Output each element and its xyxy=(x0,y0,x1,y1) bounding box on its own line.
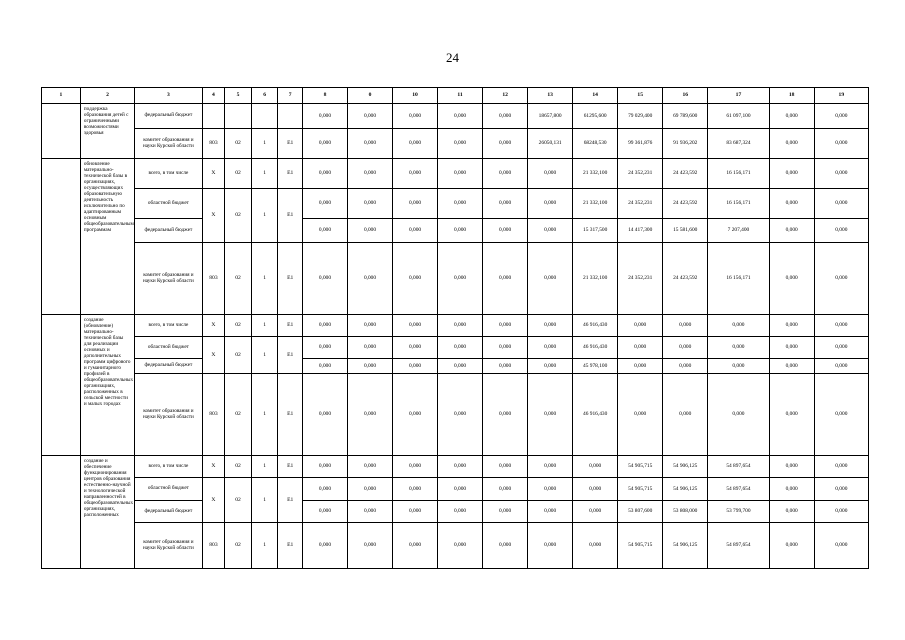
value-col-18: 0,000 xyxy=(769,159,814,189)
code-c6: 1 xyxy=(251,243,278,315)
value-col-11: 0,000 xyxy=(438,523,483,569)
value-col-11: 0,000 xyxy=(438,129,483,159)
value-col-10: 0,000 xyxy=(393,501,438,523)
value-col-13: 0,000 xyxy=(528,337,573,359)
value-col-10: 0,000 xyxy=(393,219,438,243)
value-col-18: 0,000 xyxy=(769,456,814,478)
budget-table xyxy=(41,87,869,569)
value-col-14: 21 332,100 xyxy=(573,189,618,219)
value-col-16: 24 423,592 xyxy=(663,159,708,189)
value-col-16: 69 789,600 xyxy=(663,104,708,129)
value-col-16: 53 808,000 xyxy=(663,501,708,523)
value-col-16: 54 906,125 xyxy=(663,456,708,478)
code-c4: Х xyxy=(202,315,225,337)
value-col-9: 0,000 xyxy=(348,315,393,337)
value-col-11: 0,000 xyxy=(438,104,483,129)
header-cell-13: 13 xyxy=(528,88,573,104)
value-col-17: 16 156,171 xyxy=(708,189,769,219)
value-col-15: 0,000 xyxy=(618,337,663,359)
value-col-11: 0,000 xyxy=(438,456,483,478)
value-col-17: 16 156,171 xyxy=(708,243,769,315)
value-col-14: 0,000 xyxy=(573,501,618,523)
code-c5: 02 xyxy=(225,315,252,337)
code-c5: 02 xyxy=(225,456,252,478)
value-col-19: 0,000 xyxy=(814,478,868,501)
value-col-18: 0,000 xyxy=(769,523,814,569)
value-col-12: 0,000 xyxy=(483,219,528,243)
value-col-19: 0,000 xyxy=(814,129,868,159)
value-col-10: 0,000 xyxy=(393,243,438,315)
value-col-19: 0,000 xyxy=(814,374,868,456)
code-c7: Е1 xyxy=(278,374,303,456)
funding-source: всего, в том числе xyxy=(135,456,203,478)
measure-description: поддержка образования детей с ограниченными возможностями здоровья xyxy=(80,104,134,159)
value-col-16: 24 423,592 xyxy=(663,189,708,219)
value-col-15: 0,000 xyxy=(618,315,663,337)
value-col-9: 0,000 xyxy=(348,456,393,478)
value-col-15: 54 905,715 xyxy=(618,523,663,569)
code-c6: 1 xyxy=(251,456,278,478)
value-col-12: 0,000 xyxy=(483,159,528,189)
value-col-15: 24 352,231 xyxy=(618,159,663,189)
header-cell-9: 0 xyxy=(348,88,393,104)
value-col-19: 0,000 xyxy=(814,315,868,337)
header-cell-10: 10 xyxy=(393,88,438,104)
value-col-12: 0,000 xyxy=(483,243,528,315)
code-c7: Е1 xyxy=(278,129,303,159)
code-c6: 1 xyxy=(251,374,278,456)
code-c4: 803 xyxy=(202,129,225,159)
code-c5: 02 xyxy=(225,189,252,243)
value-col-17: 0,000 xyxy=(708,315,769,337)
code-c5: 02 xyxy=(225,243,252,315)
funding-source: федеральный бюджет xyxy=(135,104,203,129)
value-col-14: 15 317,500 xyxy=(573,219,618,243)
value-col-14: 46 916,430 xyxy=(573,337,618,359)
cell-col1 xyxy=(42,159,81,315)
value-col-19: 0,000 xyxy=(814,337,868,359)
value-col-9: 0,000 xyxy=(348,189,393,219)
code-c6: 1 xyxy=(251,337,278,374)
code-c4: Х xyxy=(202,337,225,374)
header-cell-17: 17 xyxy=(708,88,769,104)
code-c6: 1 xyxy=(251,523,278,569)
value-col-13: 0,000 xyxy=(528,219,573,243)
value-col-15: 14 417,300 xyxy=(618,219,663,243)
value-col-16: 91 936,202 xyxy=(663,129,708,159)
funding-source: комитет образования и науки Курской области xyxy=(135,523,203,569)
value-col-15: 53 807,600 xyxy=(618,501,663,523)
value-col-9: 0,000 xyxy=(348,243,393,315)
value-col-14: 21 332,100 xyxy=(573,159,618,189)
code-c6 xyxy=(251,104,278,129)
value-col-10: 0,000 xyxy=(393,523,438,569)
value-col-13: 0,000 xyxy=(528,478,573,501)
table-row xyxy=(42,501,869,523)
value-col-11: 0,000 xyxy=(438,337,483,359)
header-cell-16: 16 xyxy=(663,88,708,104)
funding-source: комитет образования и науки Курской области xyxy=(135,243,203,315)
funding-source: федеральный бюджет xyxy=(135,359,203,374)
value-col-16: 0,000 xyxy=(663,359,708,374)
code-c7: Е1 xyxy=(278,523,303,569)
table-row xyxy=(42,478,869,501)
value-col-11: 0,000 xyxy=(438,478,483,501)
value-col-10: 0,000 xyxy=(393,374,438,456)
table-row xyxy=(42,243,869,315)
code-c4: 803 xyxy=(202,243,225,315)
table-row xyxy=(42,359,869,374)
value-col-18: 0,000 xyxy=(769,104,814,129)
value-col-19: 0,000 xyxy=(814,159,868,189)
value-col-16: 0,000 xyxy=(663,374,708,456)
value-col-11: 0,000 xyxy=(438,159,483,189)
code-c5 xyxy=(225,104,252,129)
funding-source: федеральный бюджет xyxy=(135,501,203,523)
value-col-12: 0,000 xyxy=(483,501,528,523)
funding-source: комитет образования и науки Курской области xyxy=(135,129,203,159)
value-col-9: 0,000 xyxy=(348,478,393,501)
value-col-10: 0,000 xyxy=(393,478,438,501)
header-cell-12: 12 xyxy=(483,88,528,104)
value-col-18: 0,000 xyxy=(769,189,814,219)
code-c6: 1 xyxy=(251,189,278,243)
table-row xyxy=(42,337,869,359)
value-col-16: 24 423,592 xyxy=(663,243,708,315)
value-col-15: 0,000 xyxy=(618,359,663,374)
code-c5: 02 xyxy=(225,523,252,569)
value-col-14: 61295,600 xyxy=(573,104,618,129)
value-col-15: 99 361,876 xyxy=(618,129,663,159)
funding-source: областной бюджет xyxy=(135,189,203,219)
table-row xyxy=(42,523,869,569)
value-col-19: 0,000 xyxy=(814,104,868,129)
code-c6: 1 xyxy=(251,159,278,189)
header-cell-3: 3 xyxy=(135,88,203,104)
measure-description: создание и обеспечение функционирования центров образования естественно-научной и технологической направленностей в общеобразовательных организациях, расположенных xyxy=(80,456,134,569)
value-col-15: 24 352,231 xyxy=(618,243,663,315)
value-col-11: 0,000 xyxy=(438,501,483,523)
value-col-18: 0,000 xyxy=(769,219,814,243)
funding-source: комитет образования и науки Курской области xyxy=(135,374,203,456)
value-col-8: 0,000 xyxy=(302,456,347,478)
code-c5: 02 xyxy=(225,129,252,159)
value-col-10: 0,000 xyxy=(393,159,438,189)
value-col-8: 0,000 xyxy=(302,243,347,315)
value-col-11: 0,000 xyxy=(438,359,483,374)
value-col-18: 0,000 xyxy=(769,243,814,315)
value-col-17: 16 156,171 xyxy=(708,159,769,189)
cell-col1 xyxy=(42,456,81,569)
value-col-16: 15 581,600 xyxy=(663,219,708,243)
value-col-18: 0,000 xyxy=(769,359,814,374)
value-col-9: 0,000 xyxy=(348,374,393,456)
value-col-16: 54 906,125 xyxy=(663,523,708,569)
code-c5: 02 xyxy=(225,159,252,189)
funding-source: областной бюджет xyxy=(135,337,203,359)
code-c4: Х xyxy=(202,159,225,189)
code-c6: 1 xyxy=(251,315,278,337)
code-c4: 803 xyxy=(202,523,225,569)
value-col-12: 0,000 xyxy=(483,337,528,359)
value-col-17: 61 097,100 xyxy=(708,104,769,129)
value-col-13: 18657,800 xyxy=(528,104,573,129)
value-col-13: 0,000 xyxy=(528,189,573,219)
value-col-18: 0,000 xyxy=(769,501,814,523)
table-row xyxy=(42,159,869,189)
measure-description: создание (обновление) материально-технической базы для реализации основных и дополнительных программ цифрового и гуманитарного профилей в общеобразовательных организациях, расположенных в сельской местности и малых городах xyxy=(80,315,134,456)
value-col-8: 0,000 xyxy=(302,315,347,337)
header-cell-2: 2 xyxy=(80,88,134,104)
value-col-17: 0,000 xyxy=(708,359,769,374)
code-c4: Х xyxy=(202,189,225,243)
value-col-12: 0,000 xyxy=(483,523,528,569)
value-col-13: 0,000 xyxy=(528,456,573,478)
table-row xyxy=(42,219,869,243)
value-col-14: 68248,530 xyxy=(573,129,618,159)
cell-col1 xyxy=(42,104,81,159)
value-col-17: 7 207,400 xyxy=(708,219,769,243)
value-col-8: 0,000 xyxy=(302,478,347,501)
value-col-15: 54 905,715 xyxy=(618,456,663,478)
value-col-15: 0,000 xyxy=(618,374,663,456)
value-col-13: 0,000 xyxy=(528,159,573,189)
value-col-9: 0,000 xyxy=(348,501,393,523)
code-c6: 1 xyxy=(251,478,278,523)
value-col-17: 54 897,654 xyxy=(708,523,769,569)
value-col-19: 0,000 xyxy=(814,523,868,569)
value-col-14: 45 978,100 xyxy=(573,359,618,374)
value-col-12: 0,000 xyxy=(483,478,528,501)
measure-description: обновление материально-технической базы в организациях, осуществляющих образовательную деятельность исключительно по адаптированным основным общеобразовательным программам xyxy=(80,159,134,315)
value-col-17: 83 687,324 xyxy=(708,129,769,159)
value-col-18: 0,000 xyxy=(769,374,814,456)
value-col-8: 0,000 xyxy=(302,523,347,569)
value-col-19: 0,000 xyxy=(814,501,868,523)
value-col-13: 26050,131 xyxy=(528,129,573,159)
value-col-8: 0,000 xyxy=(302,501,347,523)
value-col-8: 0,000 xyxy=(302,129,347,159)
header-cell-4: 4 xyxy=(202,88,225,104)
value-col-10: 0,000 xyxy=(393,189,438,219)
code-c4: Х xyxy=(202,478,225,523)
value-col-16: 54 906,125 xyxy=(663,478,708,501)
table-row xyxy=(42,374,869,456)
value-col-12: 0,000 xyxy=(483,359,528,374)
funding-source: всего, в том числе xyxy=(135,159,203,189)
value-col-11: 0,000 xyxy=(438,219,483,243)
table-row xyxy=(42,189,869,219)
page-number: 24 xyxy=(446,50,459,65)
table-row xyxy=(42,456,869,478)
value-col-11: 0,000 xyxy=(438,315,483,337)
value-col-13: 0,000 xyxy=(528,315,573,337)
value-col-18: 0,000 xyxy=(769,129,814,159)
value-col-9: 0,000 xyxy=(348,337,393,359)
value-col-9: 0,000 xyxy=(348,219,393,243)
value-col-10: 0,000 xyxy=(393,359,438,374)
value-col-8: 0,000 xyxy=(302,159,347,189)
funding-source: всего, в том числе xyxy=(135,315,203,337)
value-col-8: 0,000 xyxy=(302,219,347,243)
code-c7: Е1 xyxy=(278,243,303,315)
table-row xyxy=(42,129,869,159)
value-col-16: 0,000 xyxy=(663,315,708,337)
table-row xyxy=(42,315,869,337)
value-col-19: 0,000 xyxy=(814,219,868,243)
value-col-13: 0,000 xyxy=(528,523,573,569)
value-col-12: 0,000 xyxy=(483,129,528,159)
value-col-14: 21 332,100 xyxy=(573,243,618,315)
code-c7: Е1 xyxy=(278,337,303,374)
value-col-17: 0,000 xyxy=(708,337,769,359)
value-col-13: 0,000 xyxy=(528,243,573,315)
value-col-19: 0,000 xyxy=(814,189,868,219)
cell-col1 xyxy=(42,315,81,456)
value-col-16: 0,000 xyxy=(663,337,708,359)
value-col-9: 0,000 xyxy=(348,359,393,374)
value-col-8: 0,000 xyxy=(302,374,347,456)
code-c6: 1 xyxy=(251,129,278,159)
header-cell-15: 15 xyxy=(618,88,663,104)
header-cell-11: 11 xyxy=(438,88,483,104)
header-cell-7: 7 xyxy=(278,88,303,104)
value-col-15: 54 905,715 xyxy=(618,478,663,501)
value-col-18: 0,000 xyxy=(769,315,814,337)
header-cell-8: 8 xyxy=(302,88,347,104)
code-c5: 02 xyxy=(225,478,252,523)
value-col-9: 0,000 xyxy=(348,523,393,569)
value-col-11: 0,000 xyxy=(438,243,483,315)
value-col-10: 0,000 xyxy=(393,104,438,129)
value-col-12: 0,000 xyxy=(483,315,528,337)
value-col-15: 24 352,231 xyxy=(618,189,663,219)
header-cell-14: 14 xyxy=(573,88,618,104)
value-col-8: 0,000 xyxy=(302,337,347,359)
value-col-12: 0,000 xyxy=(483,189,528,219)
table-row xyxy=(42,104,869,129)
header-cell-19: 19 xyxy=(814,88,868,104)
header-cell-18: 18 xyxy=(769,88,814,104)
header-cell-5: 5 xyxy=(225,88,252,104)
header-cell-6: 6 xyxy=(251,88,278,104)
value-col-14: 0,000 xyxy=(573,456,618,478)
value-col-17: 53 799,700 xyxy=(708,501,769,523)
value-col-11: 0,000 xyxy=(438,374,483,456)
value-col-19: 0,000 xyxy=(814,456,868,478)
code-c5: 02 xyxy=(225,374,252,456)
value-col-14: 0,000 xyxy=(573,523,618,569)
value-col-12: 0,000 xyxy=(483,104,528,129)
value-col-18: 0,000 xyxy=(769,337,814,359)
funding-source: федеральный бюджет xyxy=(135,219,203,243)
value-col-8: 0,000 xyxy=(302,104,347,129)
code-c7: Е1 xyxy=(278,189,303,243)
code-c4 xyxy=(202,104,225,129)
value-col-18: 0,000 xyxy=(769,478,814,501)
value-col-17: 54 897,654 xyxy=(708,456,769,478)
value-col-17: 0,000 xyxy=(708,374,769,456)
code-c7: Е1 xyxy=(278,456,303,478)
code-c4: 803 xyxy=(202,374,225,456)
value-col-12: 0,000 xyxy=(483,456,528,478)
value-col-10: 0,000 xyxy=(393,129,438,159)
value-col-8: 0,000 xyxy=(302,189,347,219)
code-c7 xyxy=(278,104,303,129)
header-cell-1: 1 xyxy=(42,88,81,104)
value-col-15: 79 029,400 xyxy=(618,104,663,129)
value-col-13: 0,000 xyxy=(528,374,573,456)
value-col-19: 0,000 xyxy=(814,359,868,374)
code-c5: 02 xyxy=(225,337,252,374)
code-c4: Х xyxy=(202,456,225,478)
value-col-13: 0,000 xyxy=(528,501,573,523)
value-col-8: 0,000 xyxy=(302,359,347,374)
value-col-11: 0,000 xyxy=(438,189,483,219)
value-col-12: 0,000 xyxy=(483,374,528,456)
value-col-14: 0,000 xyxy=(573,478,618,501)
value-col-10: 0,000 xyxy=(393,456,438,478)
value-col-9: 0,000 xyxy=(348,129,393,159)
funding-source: областной бюджет xyxy=(135,478,203,501)
value-col-14: 46 916,430 xyxy=(573,374,618,456)
value-col-9: 0,000 xyxy=(348,104,393,129)
code-c7: Е1 xyxy=(278,315,303,337)
code-c7: Е1 xyxy=(278,159,303,189)
header-row xyxy=(42,88,869,104)
value-col-14: 46 916,430 xyxy=(573,315,618,337)
value-col-13: 0,000 xyxy=(528,359,573,374)
value-col-10: 0,000 xyxy=(393,337,438,359)
code-c7: Е1 xyxy=(278,478,303,523)
value-col-19: 0,000 xyxy=(814,243,868,315)
value-col-10: 0,000 xyxy=(393,315,438,337)
value-col-9: 0,000 xyxy=(348,159,393,189)
value-col-17: 54 897,654 xyxy=(708,478,769,501)
